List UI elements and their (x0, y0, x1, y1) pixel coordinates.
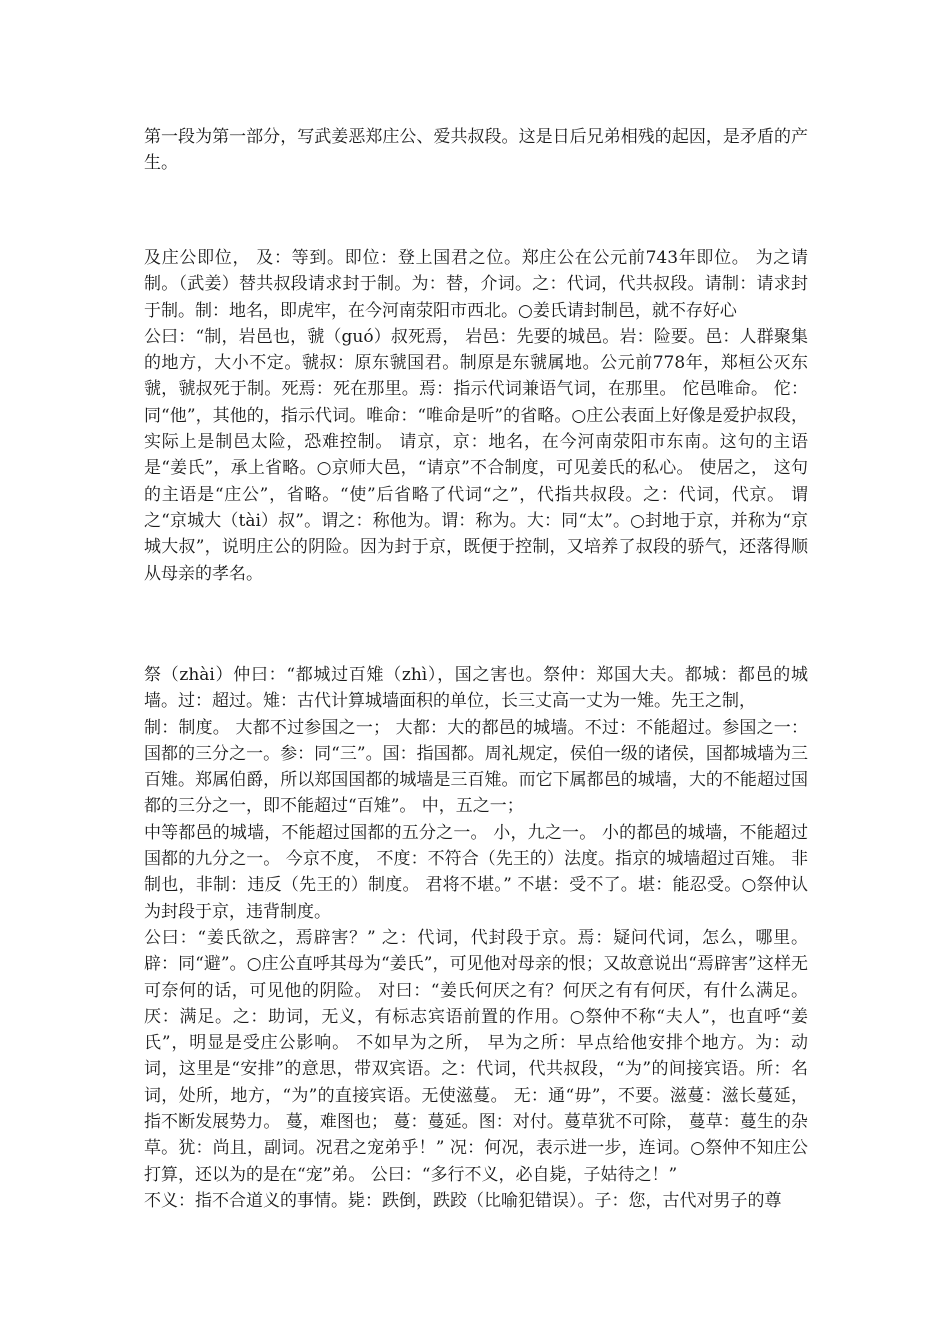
paragraph-zhuanggong-jiwei: 及庄公即位， 及：等到。即位：登上国君之位。郑庄公在公元前743年即位。 为之请制。（武姜）替共叔段请求封于制。为：替，介词。之：代词，代共叔段。请制：请求封于制。制：地名，即虎牢，在今河南荥阳市西北。○姜氏请封制邑，就不存好心 公曰：“制，岩邑也，虢（guó）叔死焉， 岩邑：先要的城邑。岩：险要。邑：人群聚集的地方，大小不定。虢叔：原东虢国君。制原是东虢属地。公元前778年，郑桓公灭东虢，虢叔死于制。死焉：死在那里。焉：指示代词兼语气词，在那里。 佗邑唯命。 佗：同“他”，其他的，指示代词。唯命：“唯命是听”的省略。○庄公表面上好像是爱护叔段，实际上是制邑太险，恐难控制。 请京，京：地名，在今河南荥阳市东南。这句的主语是“姜氏”，承上省略。○京师大邑，“请京”不合制度，可见姜氏的私心。 使居之， 这句的主语是“庄公”，省略。“使”后省略了代词“之”，代指共叔段。之：代词，代京。 谓之“京城大（tài）叔”。谓之：称他为。谓：称为。大：同“太”。○封地于京，并称为“京城大叔”，说明庄公的阴险。因为封于京，既便于控制，又培养了叔段的骄气，还落得顺从母亲的孝名。 (144, 248, 808, 584)
paragraph-zhaizhong-yue: 祭（zhài）仲曰：“都城过百雉（zhì），国之害也。祭仲：郑国大夫。都城：都邑的城墙。过：超过。雉：古代计算城墙面积的单位，长三丈高一丈为一雉。先王之制， 制：制度。 大都不过参国之一； 大都：大的都邑的城墙。不过：不能超过。参国之一：国都的三分之一。参：同“三”。国：指国都。周礼规定，侯伯一级的诸侯，国都城墙为三百雉。郑属伯爵，所以郑国国都的城墙是三百雉。而它下属都邑的城墙，大的不能超过国都的三分之一，即不能超过“百雉”。 中，五之一； 中等都邑的城墙，不能超过国都的五分之一。 小，九之一。 小的都邑的城墙，不能超过国都的九分之一。 今京不度， 不度：不符合（先王的）法度。指京的城墙超过百雉。 非制也，非制：违反（先王的）制度。 君将不堪。” 不堪：受不了。堪：能忍受。○祭仲认为封段于京，违背制度。 公曰：“姜氏欲之，焉辟害？” 之：代词，代封段于京。焉：疑问代词，怎么，哪里。辟：同“避”。○庄公直呼其母为“姜氏”，可见他对母亲的恨；又故意说出“焉辟害”这样无可奈何的话，可见他的阴险。 对曰：“姜氏何厌之有？何厌之有有何厌，有什么满足。厌：满足。之：助词，无义，有标志宾语前置的作用。○祭仲不称“夫人”，也直呼“姜氏”，明显是受庄公影响。 不如早为之所， 早为之所：早点给他安排个地方。为：动词，这里是“安排”的意思，带双宾语。之：代词，代共叔段，“为”的间接宾语。所：名词，处所，地方，“为”的直接宾语。无使滋蔓。 无：通“毋”，不要。滋蔓：滋长蔓延，指不断发展势力。 蔓，难图也； 蔓：蔓延。图：对付。蔓草犹不可除， 蔓草：蔓生的杂草。犹：尚且，副词。况君之宠弟乎！” 况：何况，表示进一步，连词。○祭仲不知庄公打算，还以为的是在“宠”弟。 公曰：“多行不义，必自毙，子姑待之！” 不义：指不合道义的事情。毙：跌倒，跌跤（比喻犯错误）。子：您，古代对男子的尊 (144, 665, 808, 1211)
paragraph-intro: 第一段为第一部分，写武姜恶郑庄公、爱共叔段。这是日后兄弟相残的起因，是矛盾的产生。 (144, 127, 808, 174)
